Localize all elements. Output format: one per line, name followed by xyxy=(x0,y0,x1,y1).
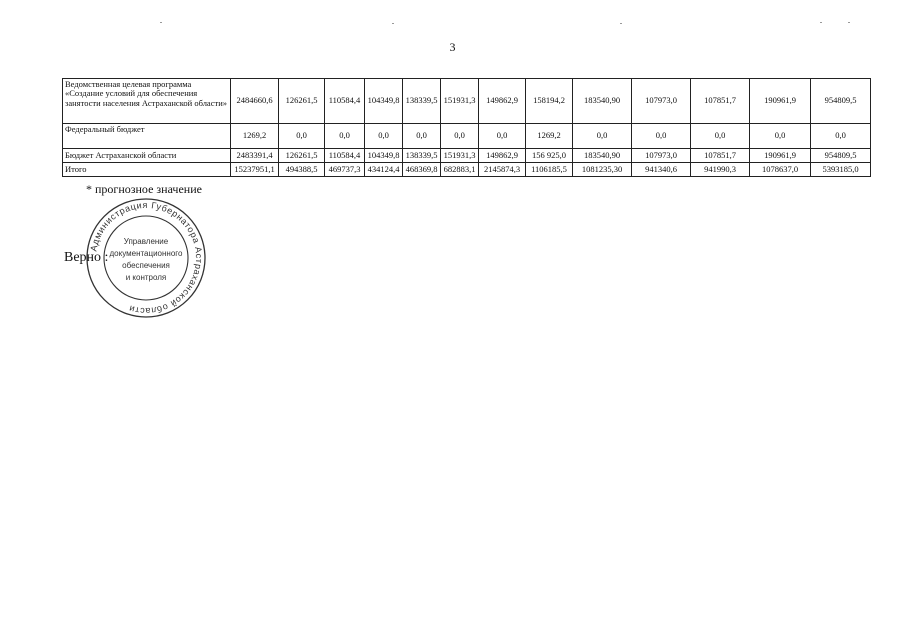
table-row-regional-budget xyxy=(63,149,871,163)
table-cell: 0,0 xyxy=(279,124,325,149)
stamp-line: и контроля xyxy=(125,273,167,282)
table-cell: 107973,0 xyxy=(632,149,691,163)
table-cell: 954809,5 xyxy=(811,79,871,124)
table-cell: 1078637,0 xyxy=(750,163,811,177)
stamp-line: документационного xyxy=(109,249,183,258)
table-cell: 0,0 xyxy=(811,124,871,149)
table-cell: 104349,8 xyxy=(365,79,403,124)
scan-speck xyxy=(820,22,822,23)
table-cell: 941340,6 xyxy=(632,163,691,177)
table-row-program xyxy=(63,79,871,124)
table-cell: 107851,7 xyxy=(691,149,750,163)
table-cell: 104349,8 xyxy=(365,149,403,163)
table-cell: 126261,5 xyxy=(279,149,325,163)
table-cell: 126261,5 xyxy=(279,79,325,124)
table-cell: 468369,8 xyxy=(403,163,441,177)
table-cell: 0,0 xyxy=(441,124,479,149)
table-cell: 0,0 xyxy=(479,124,526,149)
table-cell: 1081235,30 xyxy=(573,163,632,177)
table-cell: 1269,2 xyxy=(231,124,279,149)
verification-mark: Верно : xyxy=(64,250,109,265)
stamp-inner-ring xyxy=(104,216,188,300)
table-cell: 0,0 xyxy=(632,124,691,149)
table-cell: 110584,4 xyxy=(325,79,365,124)
table-cell: 1106185,5 xyxy=(526,163,573,177)
table-cell: 138339,5 xyxy=(403,149,441,163)
table-cell: 494388,5 xyxy=(279,163,325,177)
table-cell: 0,0 xyxy=(325,124,365,149)
table-cell: 0,0 xyxy=(750,124,811,149)
table-cell: 0,0 xyxy=(691,124,750,149)
table-cell: 1269,2 xyxy=(526,124,573,149)
table-cell: 107851,7 xyxy=(691,79,750,124)
budget-table xyxy=(62,78,871,177)
table-cell: 149862,9 xyxy=(479,79,526,124)
table-cell: 110584,4 xyxy=(325,149,365,163)
table-cell: 183540,90 xyxy=(573,149,632,163)
scan-speck xyxy=(392,23,394,24)
scan-speck xyxy=(620,23,622,24)
row-label: Федеральный бюджет xyxy=(63,124,231,149)
table-cell: 5393185,0 xyxy=(811,163,871,177)
table-cell: 158194,2 xyxy=(526,79,573,124)
table-body xyxy=(63,79,871,177)
stamp-ring-text: Администрация Губернатора Астраханской области xyxy=(88,199,205,317)
table-cell: 434124,4 xyxy=(365,163,403,177)
stamp-center-text xyxy=(110,237,184,282)
table-cell: 469737,3 xyxy=(325,163,365,177)
table-cell: 183540,90 xyxy=(573,79,632,124)
table-cell: 15237951,1 xyxy=(231,163,279,177)
table-cell: 156 925,0 xyxy=(526,149,573,163)
table-cell: 941990,3 xyxy=(691,163,750,177)
table-cell: 107973,0 xyxy=(632,79,691,124)
stamp-line: Управление xyxy=(123,237,169,246)
row-label: Бюджет Астраханской области xyxy=(63,149,231,163)
page-number: 3 xyxy=(449,40,456,54)
table-cell: 682883,1 xyxy=(441,163,479,177)
scan-speck xyxy=(848,22,850,23)
table-cell: 151931,3 xyxy=(441,79,479,124)
table-cell: 138339,5 xyxy=(403,79,441,124)
table-cell: 151931,3 xyxy=(441,149,479,163)
table-cell: 149862,9 xyxy=(479,149,526,163)
footnote: * прогнозное значение xyxy=(86,182,202,196)
stamp-line: обеспечения xyxy=(122,261,170,270)
table-cell: 190961,9 xyxy=(750,79,811,124)
table-cell: 0,0 xyxy=(573,124,632,149)
table-row-federal-budget xyxy=(63,124,871,149)
row-label: Итого xyxy=(63,163,231,177)
table-cell: 2484660,6 xyxy=(231,79,279,124)
table-cell: 190961,9 xyxy=(750,149,811,163)
table-cell: 0,0 xyxy=(365,124,403,149)
table-cell: 2483391,4 xyxy=(231,149,279,163)
table-cell: 2145874,3 xyxy=(479,163,526,177)
table-cell: 954809,5 xyxy=(811,149,871,163)
row-label: Ведомственная целевая программа «Создание условий для обеспечения занятости населения Астраханской области» xyxy=(63,79,231,124)
table-row-total xyxy=(63,163,871,177)
scan-speck xyxy=(160,22,162,23)
table-cell: 0,0 xyxy=(403,124,441,149)
